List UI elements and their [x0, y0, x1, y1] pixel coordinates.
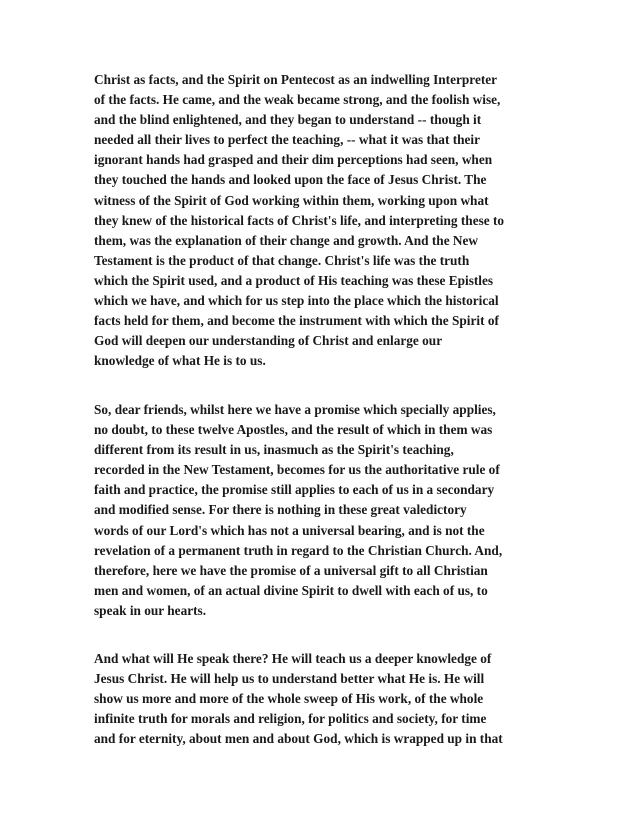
text-line: needed all their lives to perfect the teaching, -- what it was that their — [94, 132, 481, 148]
text-line: recorded in the New Testament, becomes for us the authoritative rule of — [94, 462, 500, 478]
text-line: faith and practice, the promise still applies to each of us in a secondary — [94, 482, 495, 498]
text-line: therefore, here we have the promise of a universal gift to all Christian — [94, 562, 488, 578]
text-line: infinite truth for morals and religion, for politics and society, for time — [94, 711, 487, 727]
text-line: facts held for them, and become the instrument with which the Spirit of — [94, 313, 499, 329]
paragraph — [94, 70, 554, 371]
text-line: different from its result in us, inasmuch as the Spirit's teaching, — [94, 442, 454, 458]
text-line: knowledge of what He is to us. — [94, 353, 266, 369]
text-line: they knew of the historical facts of Christ's life, and interpreting these to — [94, 212, 505, 228]
text-line: ignorant hands had grasped and their dim perceptions had seen, when — [94, 152, 493, 168]
text-line: show us more and more of the whole sweep of His work, of the whole — [94, 691, 484, 707]
text-line: And what will He speak there? He will teach us a deeper knowledge of — [94, 651, 492, 666]
text-line: Jesus Christ. He will help us to understand better what He is. He will — [94, 671, 485, 687]
text-line: speak in our hearts. — [94, 602, 207, 618]
text-line: and the blind enlightened, and they began to understand -- though it — [94, 112, 482, 128]
text-line: of the facts. He came, and the weak became strong, and the foolish wise, — [94, 92, 501, 108]
text-line: words of our Lord's which has not a universal bearing, and is not the — [94, 522, 485, 538]
text-line: Testament is the product of that change. Christ's life was the truth — [94, 252, 470, 268]
text-line: which the Spirit used, and a product of His teaching was these Epistles — [94, 272, 494, 288]
text-line: they touched the hands and looked upon the face of Jesus Christ. The — [94, 172, 487, 188]
text-line: and modified sense. For there is nothing in these great valedictory — [94, 502, 467, 518]
text-line: So, dear friends, whilst here we have a promise which specially applies, — [94, 402, 496, 417]
paragraph — [94, 400, 554, 621]
text-line: Christ as facts, and the Spirit on Pentecost as an indwelling Interpreter — [94, 72, 498, 87]
text-line: men and women, of an actual divine Spirit to dwell with each of us, to — [94, 582, 488, 598]
paragraph — [94, 649, 554, 749]
text-line: and for eternity, about men and about God, which is wrapped up in that — [94, 731, 503, 747]
text-line: which we have, and which for us step into the place which the historical — [94, 293, 499, 309]
text-line: God will deepen our understanding of Christ and enlarge our — [94, 333, 443, 349]
text-line: witness of the Spirit of God working within them, working upon what — [94, 192, 489, 208]
text-line: no doubt, to these twelve Apostles, and the result of which in them was — [94, 422, 493, 438]
text-line: them, was the explanation of their change and growth. And the New — [94, 232, 479, 248]
text-line: revelation of a permanent truth in regard to the Christian Church. And, — [94, 542, 503, 558]
